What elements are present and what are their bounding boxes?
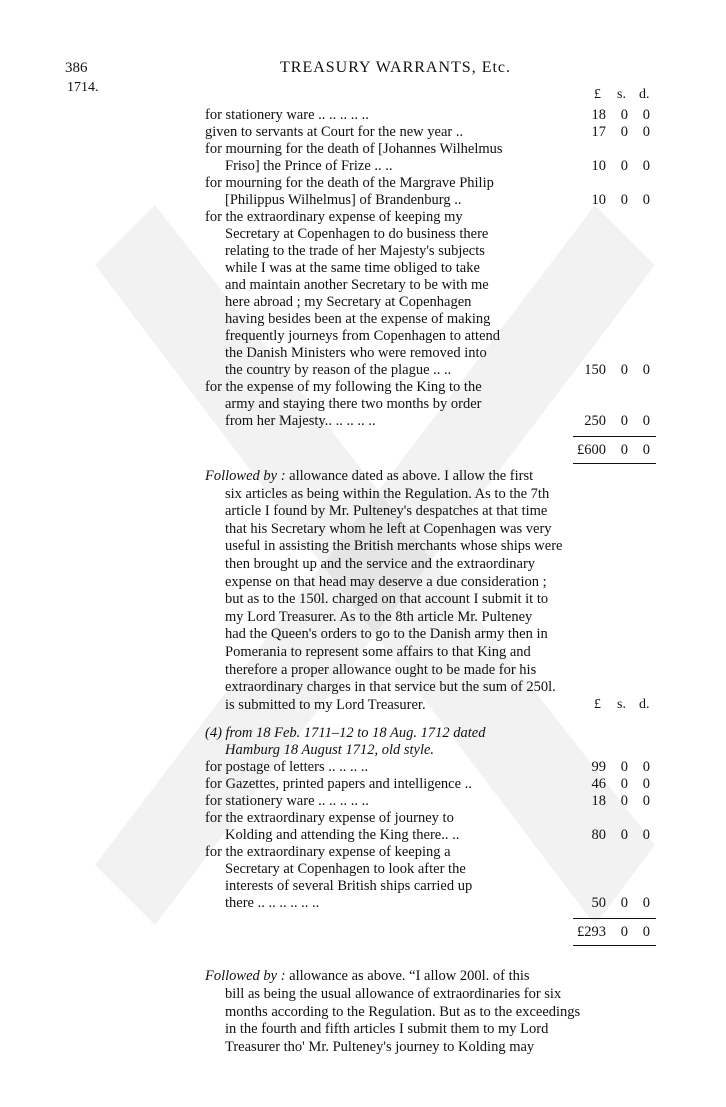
entry-amount-pounds: 18 bbox=[591, 107, 606, 123]
entry-line: relating to the trade of her Majesty's subjects bbox=[225, 243, 485, 259]
entry-line: frequently journeys from Copenhagen to attend bbox=[225, 328, 501, 344]
entry-line: for mourning for the death of [Johannes Wilhelmus bbox=[205, 141, 503, 157]
section-heading: (4) from 18 Feb. 1711–12 to 18 Aug. 1712 dated bbox=[205, 725, 486, 742]
entry-amount-pounds: 46 bbox=[591, 776, 606, 793]
currency-head-2-shillings: s. bbox=[617, 696, 626, 712]
page-number: 386 bbox=[65, 60, 88, 76]
allowance-note-line: extraordinary charges in that service but the sum of 250l. bbox=[225, 679, 556, 696]
entry-line: the country by reason of the plague .. .. bbox=[225, 362, 452, 378]
entry-amount-pounds: 17 bbox=[591, 124, 606, 140]
entry-line: Friso] the Prince of Frize .. .. bbox=[225, 158, 393, 174]
allowance-note-2-text: allowance as above. “I allow 200l. of this bbox=[285, 968, 530, 985]
total-amount-pence: 0 bbox=[642, 442, 650, 458]
entry-amount-pounds: 10 bbox=[591, 192, 606, 208]
entry-amount-pence: 0 bbox=[642, 759, 650, 776]
entry-line: for stationery ware .. .. .. .. .. bbox=[205, 793, 369, 810]
entry-amount-pence: 0 bbox=[642, 192, 650, 208]
entry-amount-pounds: 18 bbox=[591, 793, 606, 810]
allowance-note-2-line: months according to the Regulation. But as to the exceedings bbox=[225, 1003, 581, 1020]
currency-head-pence: d. bbox=[639, 87, 650, 102]
total-rule-bottom bbox=[573, 463, 656, 464]
entry-line: for the extraordinary expense of keeping a bbox=[205, 844, 451, 861]
allowance-note-2-label: Followed by : bbox=[205, 968, 286, 985]
entry-line: having besides been at the expense of making bbox=[225, 311, 491, 327]
allowance-note-line: my Lord Treasurer. As to the 8th article Mr. Pulteney bbox=[225, 608, 533, 625]
total-rule-top-2 bbox=[573, 918, 656, 919]
allowance-note-line: therefore a proper allowance ought to be made for his bbox=[225, 661, 537, 678]
entry-amount-pence: 0 bbox=[642, 107, 650, 123]
total-amount-shillings: 0 bbox=[620, 442, 628, 458]
allowance-note-line: article I found by Mr. Pulteney's despatches at that time bbox=[225, 503, 548, 520]
total-amount-pounds: £600 bbox=[577, 442, 606, 458]
entry-line: Secretary at Copenhagen to do business there bbox=[225, 226, 489, 242]
entry-amount-pence: 0 bbox=[642, 413, 650, 429]
entry-line: and maintain another Secretary to be with me bbox=[225, 277, 489, 293]
entry-amount-pence: 0 bbox=[642, 362, 650, 378]
entry-line: the Danish Ministers who were removed into bbox=[225, 345, 487, 361]
allowance-note-line: expense on that head may deserve a due consideration ; bbox=[225, 573, 547, 590]
entry-amount-pounds: 10 bbox=[591, 158, 606, 174]
margin-year: 1714. bbox=[67, 80, 99, 95]
entry-amount-pence: 0 bbox=[642, 793, 650, 810]
allowance-note-first-line bbox=[205, 468, 651, 486]
entry-amount-pounds: 50 bbox=[591, 895, 606, 912]
entry-line: for stationery ware .. .. .. .. .. bbox=[205, 107, 369, 123]
entry-line: for the extraordinary expense of keeping my bbox=[205, 209, 463, 225]
entry-amount-shillings: 0 bbox=[620, 793, 628, 810]
allowance-note-2-line: bill as being the usual allowance of extraordinaries for six bbox=[225, 986, 562, 1002]
allowance-note-line: six articles as being within the Regulation. As to the 7th bbox=[225, 485, 550, 502]
entry-amount-shillings: 0 bbox=[620, 413, 628, 429]
entry-amount-pence: 0 bbox=[642, 827, 650, 844]
entry-line: while I was at the same time obliged to take bbox=[225, 260, 480, 276]
section-heading: Hamburg 18 August 1712, old style. bbox=[225, 742, 435, 759]
entry-line: [Philippus Wilhelmus] of Brandenburg .. bbox=[225, 192, 462, 208]
entry-line: for Gazettes, printed papers and intelligence .. bbox=[205, 776, 472, 793]
entry-amount-pounds: 99 bbox=[591, 759, 606, 776]
total-amount-2-pounds: £293 bbox=[577, 924, 606, 941]
entry-amount-shillings: 0 bbox=[620, 107, 628, 123]
entry-amount-shillings: 0 bbox=[620, 827, 628, 844]
entry-amount-shillings: 0 bbox=[620, 759, 628, 776]
allowance-note-line: is submitted to my Lord Treasurer. bbox=[225, 696, 426, 713]
currency-head-2-pounds: £ bbox=[594, 696, 601, 712]
allowance-note-line: but as to the 150l. charged on that account I submit it to bbox=[225, 591, 549, 608]
entry-amount-shillings: 0 bbox=[620, 158, 628, 174]
currency-head-2-pence: d. bbox=[639, 696, 650, 712]
entry-line: here abroad ; my Secretary at Copenhagen bbox=[225, 294, 472, 310]
entry-amount-pence: 0 bbox=[642, 895, 650, 912]
entry-amount-shillings: 0 bbox=[620, 362, 628, 378]
allowance-note-line: then brought up and the service and the extraordinary bbox=[225, 556, 536, 572]
entry-line: there .. .. .. .. .. .. bbox=[225, 895, 320, 912]
entry-line: given to servants at Court for the new year .. bbox=[205, 124, 464, 140]
allowance-note-text: allowance dated as above. I allow the first bbox=[285, 468, 534, 484]
total-amount-2-pence: 0 bbox=[642, 924, 650, 941]
entry-amount-shillings: 0 bbox=[620, 776, 628, 793]
entry-line: army and staying there two months by order bbox=[225, 396, 482, 412]
entry-amount-shillings: 0 bbox=[620, 895, 628, 912]
total-rule-bottom-2 bbox=[573, 945, 656, 946]
allowance-note-2-first-line bbox=[205, 968, 651, 986]
entry-line: for mourning for the death of the Margrave Philip bbox=[205, 175, 494, 191]
entry-line: for the expense of my following the King to the bbox=[205, 379, 482, 395]
entry-amount-pounds: 80 bbox=[591, 827, 606, 844]
allowance-note-2-line: Treasurer tho' Mr. Pulteney's journey to Kolding may bbox=[225, 1038, 535, 1055]
entry-line: Secretary at Copenhagen to look after the bbox=[225, 861, 466, 878]
entry-amount-pounds: 250 bbox=[584, 413, 606, 429]
entry-amount-shillings: 0 bbox=[620, 192, 628, 208]
entry-amount-shillings: 0 bbox=[620, 124, 628, 140]
allowance-note-line: that his Secretary whom he left at Copenhagen was very bbox=[225, 520, 552, 537]
currency-head-shillings: s. bbox=[617, 87, 626, 102]
entry-line: from her Majesty.. .. .. .. .. bbox=[225, 413, 376, 429]
allowance-note-line: had the Queen's orders to go to the Danish army then in bbox=[225, 626, 548, 643]
allowance-note-line: Pomerania to represent some affairs to that King and bbox=[225, 644, 531, 660]
entry-line: interests of several British ships carried up bbox=[225, 878, 473, 895]
entry-amount-pence: 0 bbox=[642, 124, 650, 140]
running-head: TREASURY WARRANTS, Etc. bbox=[280, 59, 512, 76]
total-rule-top bbox=[573, 436, 656, 437]
currency-head-pounds: £ bbox=[594, 87, 601, 102]
entry-line: Kolding and attending the King there.. .. bbox=[225, 827, 460, 844]
allowance-note-label: Followed by : bbox=[205, 468, 286, 484]
allowance-note-2-line: in the fourth and fifth articles I submit them to my Lord bbox=[225, 1021, 549, 1038]
entry-amount-pence: 0 bbox=[642, 158, 650, 174]
total-amount-2-shillings: 0 bbox=[620, 924, 628, 941]
entry-amount-pence: 0 bbox=[642, 776, 650, 793]
entry-line: for the extraordinary expense of journey to bbox=[205, 810, 454, 827]
allowance-note-line: useful in assisting the British merchants whose ships were bbox=[225, 538, 563, 555]
entry-line: for postage of letters .. .. .. .. bbox=[205, 759, 369, 776]
entry-amount-pounds: 150 bbox=[584, 362, 606, 378]
